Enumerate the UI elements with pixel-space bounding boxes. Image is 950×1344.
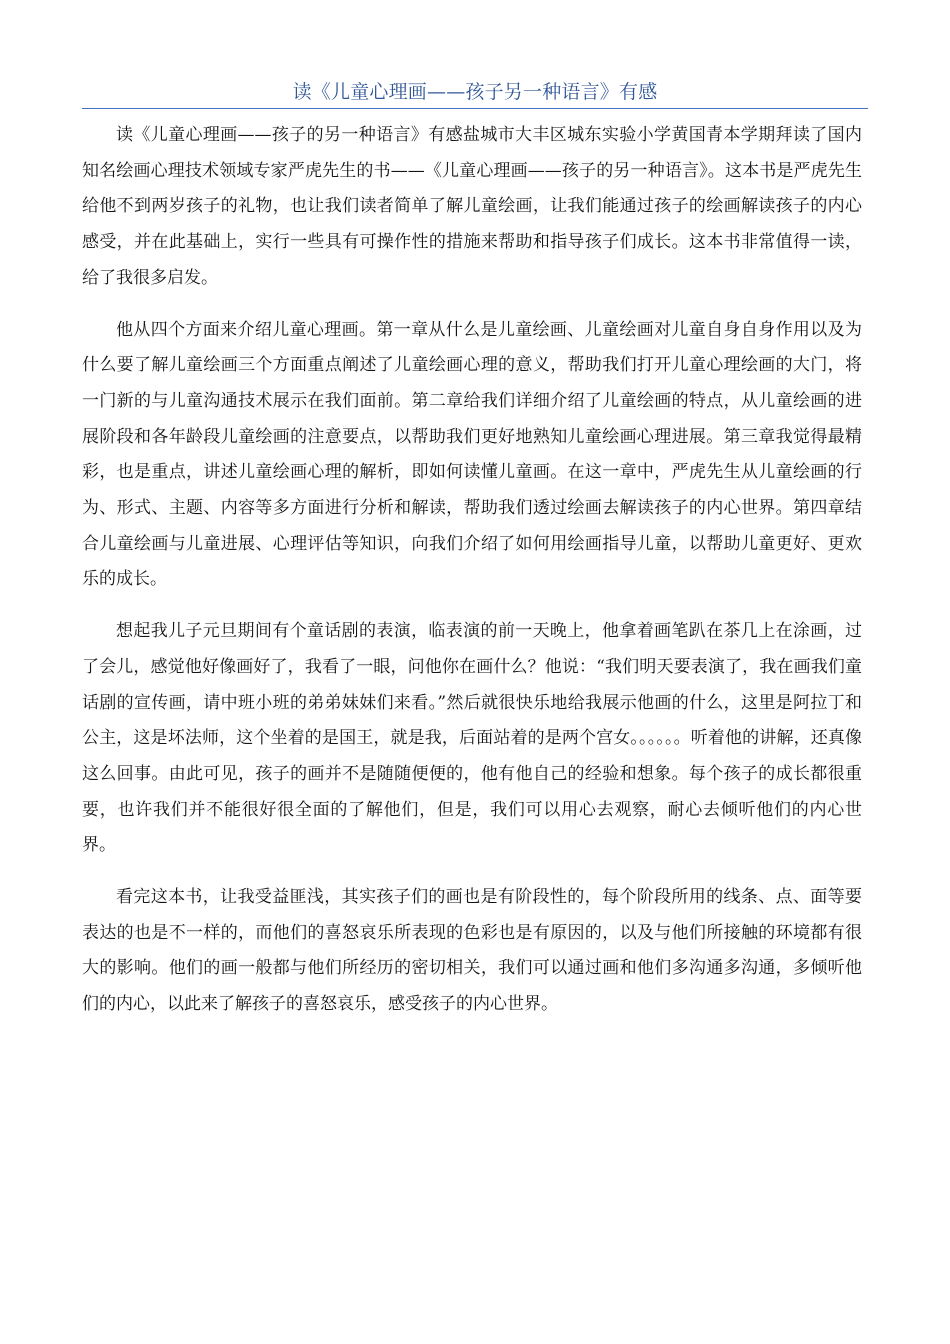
title-divider — [82, 108, 868, 109]
document-header — [82, 78, 868, 109]
paragraph-2: 他从四个方面来介绍儿童心理画。第一章从什么是儿童绘画、儿童绘画对儿童自身自身作用以及为什么要了解儿童绘画三个方面重点阐述了儿童绘画心理的意义，帮助我们打开儿童心理绘画的大门，将一门新的与儿童沟通技术展示在我们面前。第二章给我们详细介绍了儿童绘画的特点，从儿童绘画的进展阶段和各年龄段儿童绘画的注意要点，以帮助我们更好地熟知儿童绘画心理进展。第三章我觉得最精彩，也是重点，讲述儿童绘画心理的解析，即如何读懂儿童画。在这一章中，严虎先生从儿童绘画的行为、形式、主题、内容等多方面进行分析和解读，帮助我们透过绘画去解读孩子的内心世界。第四章结合儿童绘画与儿童进展、心理评估等知识，向我们介绍了如何用绘画指导儿童，以帮助儿童更好、更欢乐的成长。 — [82, 319, 862, 590]
paragraph-1: 读《儿童心理画——孩子的另一种语言》有感盐城市大丰区城东实验小学黄国青本学期拜读了国内知名绘画心理技术领域专家严虎先生的书——《儿童心理画——孩子的另一种语言》。这本书是严虎先生给他不到两岁孩子的礼物，也让我们读者简单了解儿童绘画，让我们能通过孩子的绘画解读孩子的内心感受，并在此基础上，实行一些具有可操作性的措施来帮助和指导孩子们成长。这本书非常值得一读，给了我很多启发。 — [82, 125, 862, 288]
paragraph-4: 看完这本书，让我受益匪浅，其实孩子们的画也是有阶段性的，每个阶段所用的线条、点、面等要表达的也是不一样的，而他们的喜怒哀乐所表现的色彩也是有原因的，以及与他们所接触的环境都有很大的影响。他们的画一般都与他们所经历的密切相关，我们可以通过画和他们多沟通多沟通，多倾听他们的内心，以此来了解孩子的喜怒哀乐，感受孩子的内心世界。 — [82, 887, 862, 1015]
page-title: 读《儿童心理画——孩子另一种语言》有感 — [292, 81, 658, 103]
paragraph-3: 想起我儿子元旦期间有个童话剧的表演，临表演的前一天晚上，他拿着画笔趴在茶几上在涂画，过了会儿，感觉他好像画好了，我看了一眼，问他你在画什么？他说：“我们明天要表演了，我在画我们童话剧的宣传画，请中班小班的弟弟妹妹们来看。”然后就很快乐地给我展示他画的什么，这里是阿拉丁和公主，这是坏法师，这个坐着的是国王，就是我，后面站着的是两个宫女。。。。。。听着他的讲解，还真像这么回事。由此可见，孩子的画并不是随随便便的，他有他自己的经验和想象。每个孩子的成长都很重要，也许我们并不能很好很全面的了解他们，但是，我们可以用心去观察，耐心去倾听他们的内心世界。 — [82, 621, 862, 856]
document-body — [82, 118, 862, 1039]
